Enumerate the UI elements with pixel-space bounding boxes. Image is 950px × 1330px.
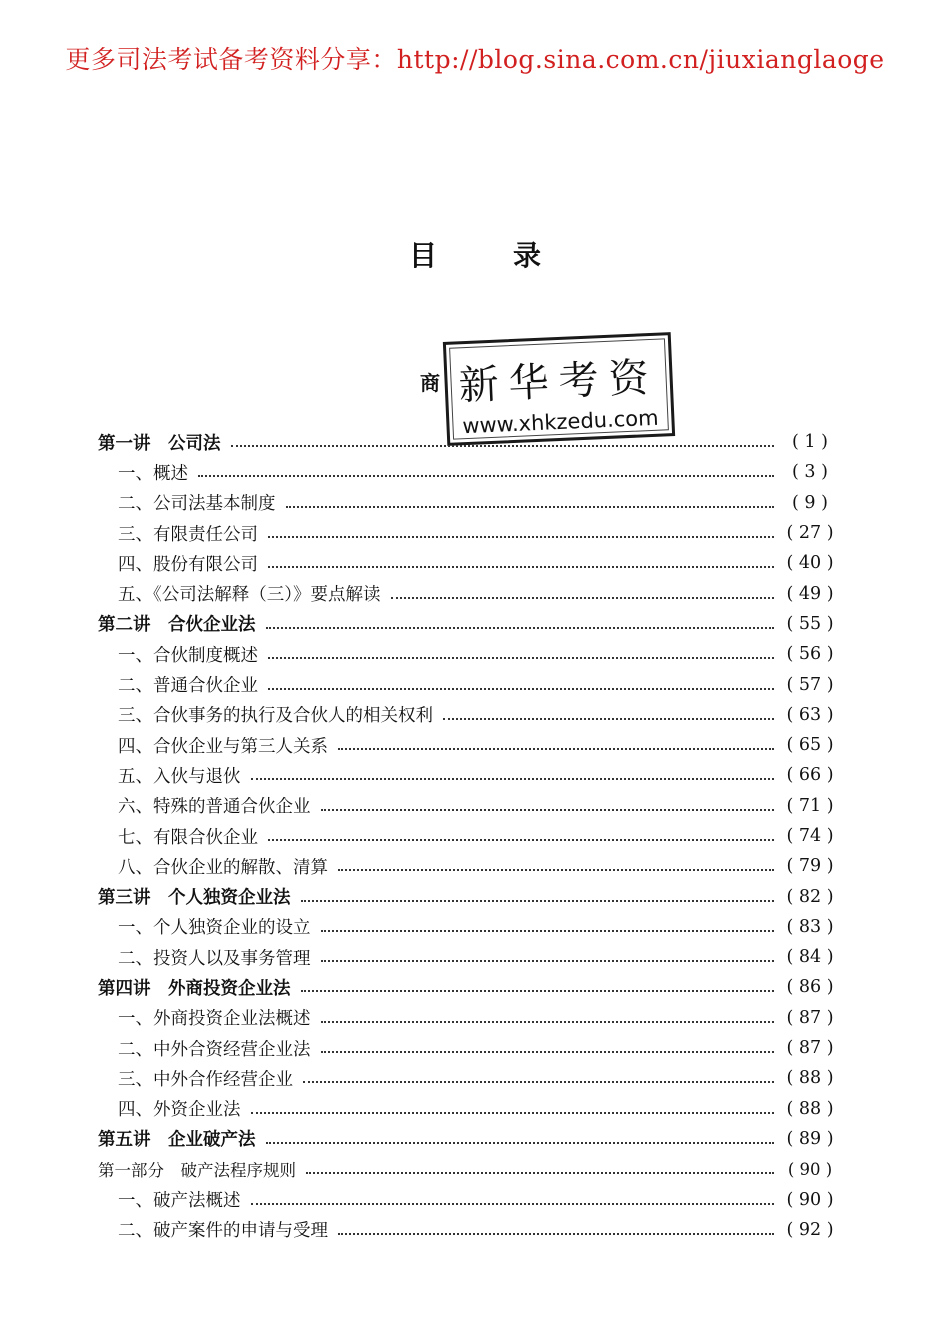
- toc-subsection-row[interactable]: [98, 639, 838, 669]
- toc-dot-leader: [266, 627, 775, 629]
- toc-dot-leader: [268, 566, 774, 568]
- toc-page-number: ( 40 ): [786, 553, 834, 574]
- toc-chapter-row[interactable]: [98, 972, 838, 1002]
- toc-page-number: ( 57 ): [786, 674, 834, 695]
- toc-page-number: ( 9 ): [792, 492, 828, 513]
- toc-subsection-row[interactable]: [98, 457, 838, 487]
- toc-subsection-row[interactable]: [98, 1184, 838, 1214]
- toc-page-number: ( 27 ): [786, 523, 834, 544]
- toc-entry-label: 三、有限责任公司: [118, 524, 258, 545]
- toc-dot-leader: [306, 1172, 774, 1174]
- toc-page-number: ( 84 ): [786, 947, 834, 968]
- toc-page-number: ( 89 ): [786, 1128, 834, 1149]
- toc-dot-leader: [251, 1112, 775, 1114]
- toc-dot-leader: [268, 536, 774, 538]
- toc-entry-label: 第三讲 个人独资企业法: [98, 888, 291, 909]
- toc-page-number: ( 90 ): [786, 1189, 834, 1210]
- toc-dot-leader: [301, 990, 775, 992]
- toc-entry-label: 三、合伙事务的执行及合伙人的相关权利: [118, 706, 433, 727]
- toc-page-number: ( 92 ): [786, 1219, 834, 1240]
- toc-page-number: ( 79 ): [786, 856, 834, 877]
- toc-subsection-row[interactable]: [98, 791, 838, 821]
- toc-dot-leader: [303, 1081, 774, 1083]
- toc-entry-label: 五、《公司法解释（三）》要点解读: [118, 585, 381, 606]
- toc-page-number: ( 66 ): [786, 765, 834, 786]
- toc-entry-label: 二、破产案件的申请与受理: [118, 1221, 328, 1242]
- toc-entry-label: 三、中外合作经营企业: [118, 1069, 293, 1090]
- toc-subsection-row[interactable]: [98, 760, 838, 790]
- toc-dot-leader: [443, 718, 774, 720]
- toc-dot-leader: [251, 778, 775, 780]
- toc-page-number: ( 74 ): [786, 826, 834, 846]
- toc-page-number: ( 86 ): [786, 977, 834, 998]
- toc-page-number: ( 87 ): [786, 1007, 834, 1028]
- toc-entry-label: 六、特殊的普通合伙企业: [118, 797, 311, 818]
- toc-dot-leader: [338, 1233, 774, 1235]
- toc-entry-label: 一、合伙制度概述: [118, 645, 258, 666]
- stamp-chinese-text: 新华考资: [457, 354, 660, 410]
- toc-subsection-row[interactable]: [98, 1215, 838, 1245]
- toc-page-number: ( 49 ): [786, 583, 834, 604]
- toc-entry-label: 二、中外合资经营企业法: [118, 1039, 311, 1060]
- toc-subsection-row[interactable]: [98, 700, 838, 730]
- toc-subsection-row[interactable]: [98, 669, 838, 699]
- toc-page-number: ( 82 ): [786, 886, 834, 907]
- toc-title-char-1: 目: [408, 239, 437, 272]
- toc-entry-label: 七、有限合伙企业: [118, 827, 258, 848]
- toc-entry-label: 二、普通合伙企业: [118, 676, 258, 697]
- toc-subsection-row[interactable]: [98, 1094, 838, 1124]
- toc-title: [0, 234, 950, 274]
- toc-dot-leader: [198, 475, 774, 477]
- toc-entry-label: 第五讲 企业破产法: [98, 1130, 256, 1151]
- toc-page-number: ( 65 ): [786, 735, 834, 756]
- stamp-url-text: www.xhkzedu.com: [461, 405, 660, 439]
- toc-dot-leader: [268, 688, 774, 690]
- toc-entry-label: 二、公司法基本制度: [118, 494, 276, 515]
- toc-page-number: ( 3 ): [792, 462, 828, 483]
- toc-page-number: ( 63 ): [786, 704, 834, 725]
- toc-page-number: ( 88 ): [786, 1068, 834, 1089]
- toc-entry-label: 二、投资人以及事务管理: [118, 948, 311, 969]
- toc-entry-label: 一、外商投资企业法概述: [118, 1009, 311, 1030]
- toc-page-number: ( 56 ): [786, 644, 834, 665]
- toc-page-number: ( 88 ): [786, 1098, 834, 1119]
- toc-subsection-row[interactable]: [98, 1063, 838, 1093]
- toc-subsection-row[interactable]: [98, 912, 838, 942]
- toc-entry-label: 四、外资企业法: [118, 1100, 241, 1121]
- toc-subsection-row[interactable]: [98, 730, 838, 760]
- toc-entry-label: 八、合伙企业的解散、清算: [118, 857, 328, 878]
- toc-subsection-row[interactable]: [98, 821, 838, 851]
- toc-subsection-row[interactable]: [98, 488, 838, 518]
- toc-entry-label: 第二讲 合伙企业法: [98, 615, 256, 636]
- toc-entry-label: 第一部分 破产法程序规则: [98, 1161, 296, 1181]
- toc-dot-leader: [321, 1021, 775, 1023]
- toc-entry-label: 一、破产法概述: [118, 1191, 241, 1212]
- toc-entry-label: 五、入伙与退伙: [118, 766, 241, 787]
- toc-subsection-row[interactable]: [98, 1003, 838, 1033]
- toc-subsection-row[interactable]: [98, 1033, 838, 1063]
- toc-subsection-row[interactable]: [98, 851, 838, 881]
- toc-page-number: ( 90 ): [787, 1159, 833, 1179]
- toc-dot-leader: [321, 960, 775, 962]
- toc-dot-leader: [321, 930, 775, 932]
- section-heading: 商: [420, 371, 440, 395]
- toc-page-number: ( 83 ): [786, 916, 834, 937]
- toc-chapter-row[interactable]: [98, 881, 838, 911]
- toc-dot-leader: [286, 506, 775, 508]
- toc-entry-label: 四、股份有限公司: [118, 554, 258, 575]
- toc-entry-label: 一、概述: [118, 463, 188, 484]
- toc-entry-label: 四、合伙企业与第三人关系: [118, 736, 328, 757]
- toc-chapter-row[interactable]: [98, 1124, 838, 1154]
- toc-subsection-row[interactable]: [98, 942, 838, 972]
- toc-subsection-row[interactable]: [98, 578, 838, 608]
- toc-list: [98, 427, 838, 1245]
- toc-page-number: ( 87 ): [786, 1038, 834, 1059]
- toc-chapter-row[interactable]: [98, 427, 838, 457]
- toc-page-number: ( 71 ): [786, 795, 834, 816]
- toc-subsection-row[interactable]: [98, 518, 838, 548]
- toc-dot-leader: [266, 1142, 775, 1144]
- toc-page-number: ( 1 ): [792, 432, 828, 453]
- toc-subsection-row[interactable]: [98, 548, 838, 578]
- toc-entry-label: 第四讲 外商投资企业法: [98, 978, 291, 999]
- header-banner: 更多司法考试备考资料分享：http://blog.sina.com.cn/jiuxianglaoge: [65, 45, 885, 74]
- toc-page-number: ( 55 ): [786, 613, 834, 634]
- toc-dot-leader: [301, 900, 775, 902]
- toc-dot-leader: [321, 1051, 775, 1053]
- toc-title-char-2: 录: [513, 239, 542, 272]
- toc-dot-leader: [251, 1203, 775, 1205]
- toc-part-row[interactable]: [98, 1154, 838, 1184]
- toc-dot-leader: [338, 748, 774, 750]
- toc-dot-leader: [231, 445, 775, 447]
- toc-dot-leader: [338, 869, 774, 871]
- toc-dot-leader: [391, 597, 775, 599]
- toc-dot-leader: [268, 657, 774, 659]
- toc-entry-label: 一、个人独资企业的设立: [118, 918, 311, 939]
- toc-dot-leader: [321, 809, 775, 811]
- toc-entry-label: 第一讲 公司法: [98, 433, 221, 454]
- toc-dot-leader: [268, 839, 774, 841]
- toc-chapter-row[interactable]: [98, 609, 838, 639]
